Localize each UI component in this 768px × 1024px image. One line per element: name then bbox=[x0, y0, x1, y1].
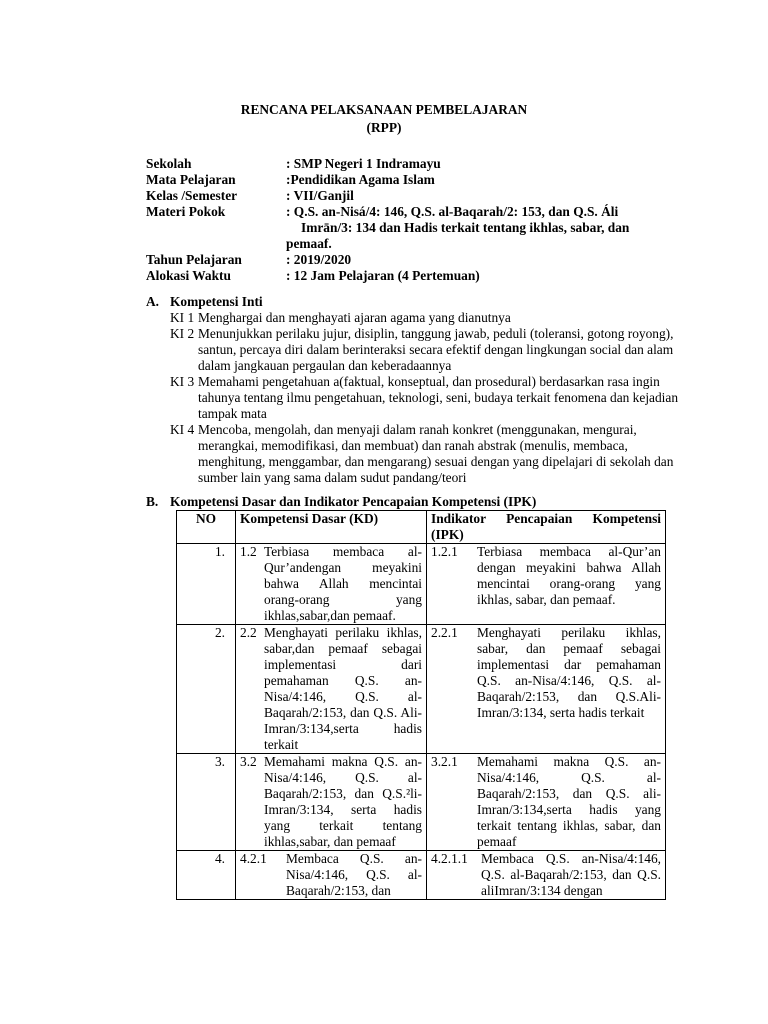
identity-row-school bbox=[146, 156, 666, 172]
kd-cell bbox=[236, 544, 427, 625]
table-row bbox=[177, 544, 666, 625]
kd-text: Membaca Q.S. an-Nisa/4:146, Q.S. al-Baqarah/2:153, dan bbox=[286, 851, 422, 898]
section-letter: A. bbox=[146, 294, 160, 309]
header-ipk: Indikator Pencapaian Kompetensi (IPK) bbox=[427, 511, 666, 544]
kd-number: 2.2 bbox=[240, 625, 257, 640]
ipk-number: 1.2.1 bbox=[431, 544, 458, 559]
identity-block bbox=[146, 156, 666, 284]
ki-item bbox=[146, 326, 691, 374]
identity-value: : 12 Jam Pelajaran (4 Pertemuan) bbox=[286, 268, 480, 283]
ipk-number: 2.2.1 bbox=[431, 625, 458, 640]
kd-cell bbox=[236, 851, 427, 900]
identity-row-topic bbox=[146, 204, 666, 236]
row-number: 4. bbox=[177, 851, 236, 900]
identity-label: Sekolah bbox=[146, 156, 192, 171]
kd-text: Menghayati perilaku ikhlas, sabar,dan pemaaf sebagai implementasi dari pemahaman Q.S. an-Nisa/4:146, Q.S. al-Baqarah/2:153, dan Q.S. Ali-Imran/3:134,serta hadis terkait bbox=[264, 625, 422, 752]
document-title: RENCANA PELAKSANAAN PEMBELAJARAN bbox=[240, 102, 528, 117]
identity-row-topic-tail bbox=[146, 236, 666, 252]
ipk-cell bbox=[427, 625, 666, 754]
ki-item bbox=[146, 422, 691, 486]
identity-label: Mata Pelajaran bbox=[146, 172, 236, 187]
row-number: 1. bbox=[177, 544, 236, 625]
identity-label: Kelas /Semester bbox=[146, 188, 238, 203]
ki-text: Menunjukkan perilaku jujur, disiplin, tanggung jawab, peduli (toleransi, gotong royong), santun, percaya diri dalam berinteraksi secara efektif dengan lingkungan social dan alam dalam jangkauan pergaulan dan keberadaannya bbox=[198, 326, 674, 373]
section-heading bbox=[146, 494, 691, 510]
section-title: Kompetensi Inti bbox=[170, 294, 263, 309]
ki-item bbox=[146, 374, 691, 422]
kd-text: Memahami makna Q.S. an-Nisa/4:146, Q.S. al-Baqarah/2:153, dan Q.S.²li-Imran/3:134, serta hadis yang terkait tentang ikhlas,sabar, dan pemaaf bbox=[264, 754, 422, 849]
identity-label: Tahun Pelajaran bbox=[146, 252, 242, 267]
row-number: 2. bbox=[177, 625, 236, 754]
ki-text: Mencoba, mengolah, dan menyaji dalam ranah konkret (menggunakan, mengurai, merangkai, memodifikasi, dan membuat) dan ranah abstrak (menulis, membaca, menghitung, menggambar, dan mengarang) sesuai dengan yang dipelajari di sekolah dan sumber lain yang sama dalam sudut pandang/teori bbox=[198, 422, 674, 485]
identity-label: Alokasi Waktu bbox=[146, 268, 231, 283]
ipk-cell bbox=[427, 754, 666, 851]
ipk-cell bbox=[427, 851, 666, 900]
kd-cell bbox=[236, 754, 427, 851]
ipk-cell bbox=[427, 544, 666, 625]
identity-value: : SMP Negeri 1 Indramayu bbox=[286, 156, 441, 171]
ipk-text: Terbiasa membaca al-Qur’an dengan meyakini bahwa Allah mencintai orang-orang yang ikhlas, sabar, dan pemaaf. bbox=[477, 544, 661, 607]
competence-table bbox=[176, 510, 666, 900]
row-number: 3. bbox=[177, 754, 236, 851]
section-basic-competence bbox=[146, 494, 691, 510]
identity-value-continued: Imrān/3: 134 dan Hadis terkait tentang ikhlas, sabar, dan bbox=[301, 220, 630, 235]
identity-value: : VII/Ganjil bbox=[286, 188, 354, 203]
identity-row-year bbox=[146, 252, 666, 268]
identity-value: : 2019/2020 bbox=[286, 252, 352, 267]
ki-code: KI 4 bbox=[170, 422, 195, 437]
ipk-number: 4.2.1.1 bbox=[431, 851, 468, 866]
section-title: Kompetensi Dasar dan Indikator Pencapaian Kompetensi (IPK) bbox=[170, 494, 537, 509]
table-header-row bbox=[177, 511, 666, 544]
header-no: NO bbox=[177, 511, 236, 544]
section-core-competence bbox=[146, 294, 691, 486]
ki-code: KI 2 bbox=[170, 326, 195, 341]
kd-number: 3.2 bbox=[240, 754, 257, 769]
ipk-number: 3.2.1 bbox=[431, 754, 458, 769]
identity-row-subject bbox=[146, 172, 666, 188]
ipk-text: Membaca Q.S. an-Nisa/4:146, Q.S. al-Baqarah/2:153, dan Q.S. aliImran/3:134 dengan bbox=[481, 851, 661, 898]
identity-row-time bbox=[146, 268, 666, 284]
ipk-text: Memahami makna Q.S. an-Nisa/4:146, Q.S. al-Baqarah/2:153, dan Q.S. ali-Imran/3:134,serta hadis yang terkait tentang ikhlas, sabar, dan pemaaf bbox=[477, 754, 661, 849]
identity-row-class bbox=[146, 188, 666, 204]
section-heading bbox=[146, 294, 691, 310]
kd-text: Terbiasa membaca al-Qur’andengan meyakini bahwa Allah mencintai orang-orang yang ikhlas,sabar,dan pemaaf. bbox=[264, 544, 422, 623]
ipk-text: Menghayati perilaku ikhlas, sabar, dan pemaaf sebagai implementasi dar pemahaman Q.S. an-Nisa/4:146, Q.S. al-Baqarah/2:153, dan Q.S.Ali-Imran/3:134, serta hadis terkait bbox=[477, 625, 661, 720]
identity-value-tail: pemaaf. bbox=[286, 236, 332, 251]
identity-value-group bbox=[286, 204, 666, 236]
kd-number: 1.2 bbox=[240, 544, 257, 559]
section-letter: B. bbox=[146, 494, 159, 509]
identity-value: : Q.S. an-Nisá/4: 146, Q.S. al-Baqarah/2: 153, dan Q.S. Áli bbox=[286, 204, 619, 219]
identity-value: :Pendidikan Agama Islam bbox=[286, 172, 435, 187]
ki-code: KI 1 bbox=[170, 310, 195, 325]
kd-cell bbox=[236, 625, 427, 754]
table-row bbox=[177, 625, 666, 754]
kd-number: 4.2.1 bbox=[240, 851, 267, 866]
table-row bbox=[177, 851, 666, 900]
header-kd: Kompetensi Dasar (KD) bbox=[236, 511, 427, 544]
identity-label: Materi Pokok bbox=[146, 204, 226, 219]
ki-text: Menghargai dan menghayati ajaran agama yang dianutnya bbox=[198, 310, 511, 325]
ki-code: KI 3 bbox=[170, 374, 195, 389]
document-subtitle: (RPP) bbox=[366, 120, 402, 135]
ki-text: Memahami pengetahuan a(faktual, konseptual, dan prosedural) berdasarkan rasa ingin tahunya tentang ilmu pengetahuan, teknologi, seni, budaya terkait fenomena dan kejadian tampak mata bbox=[198, 374, 679, 421]
ki-item bbox=[146, 310, 691, 326]
table-row bbox=[177, 754, 666, 851]
